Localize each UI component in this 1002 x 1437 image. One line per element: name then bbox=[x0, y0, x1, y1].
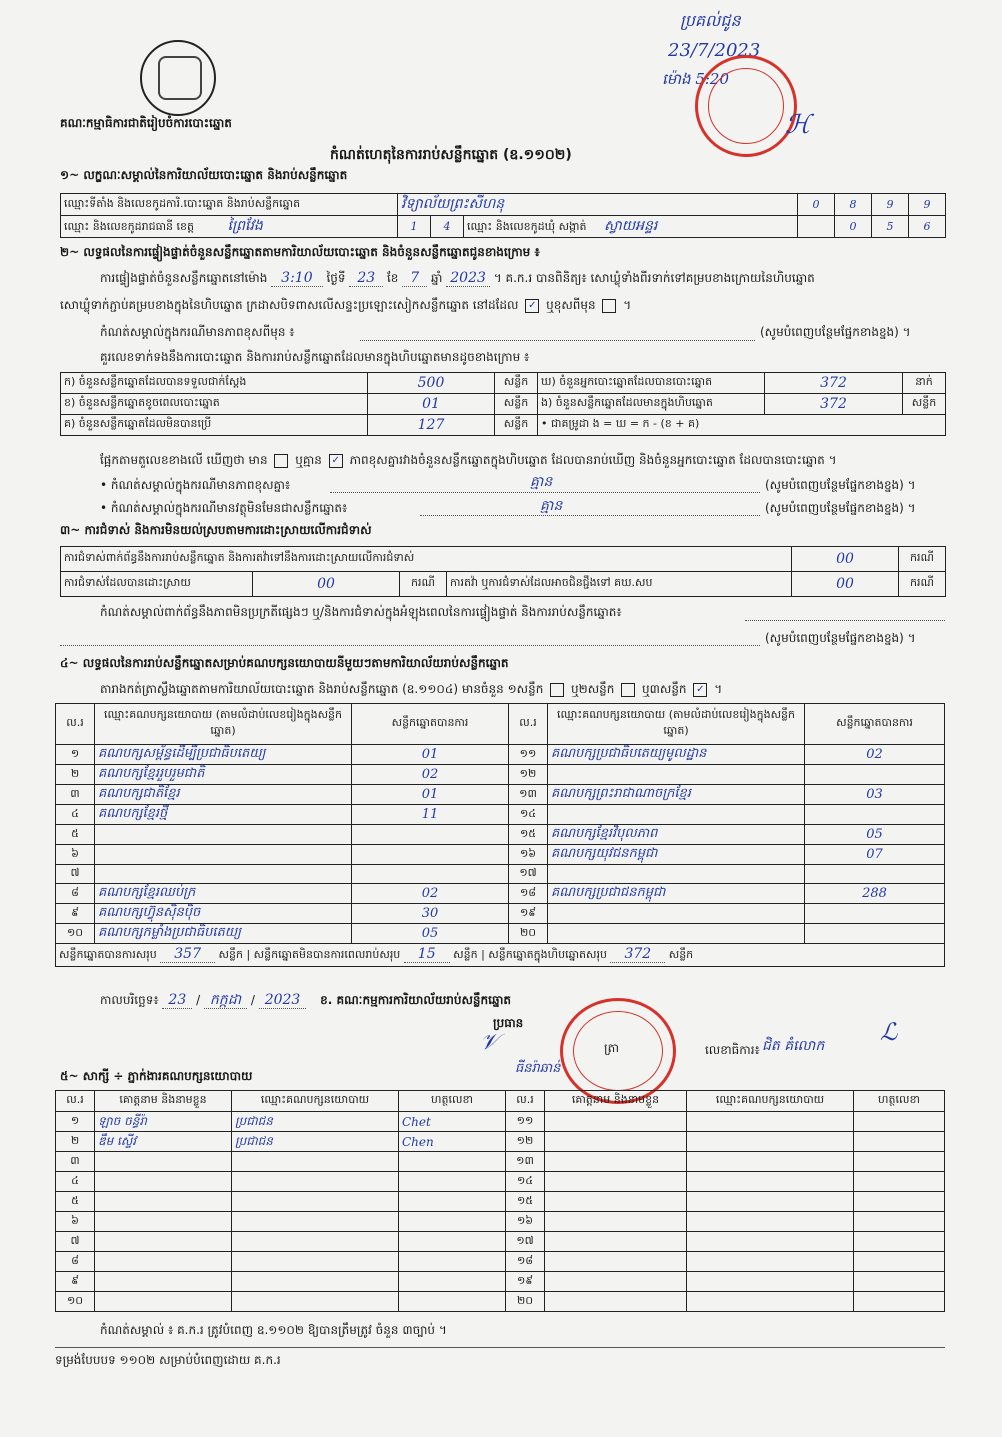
witness-row bbox=[56, 1292, 945, 1312]
witness-col-no-right: ល.រ bbox=[506, 1091, 545, 1112]
witness-name-left: ឌឹម ស្ទើវ bbox=[95, 1132, 232, 1152]
voters-value: 372 bbox=[765, 373, 903, 394]
party-votes-right: 288 bbox=[805, 884, 945, 904]
unused-ballots-value: 127 bbox=[368, 415, 495, 436]
party-number-right: ១៦ bbox=[509, 845, 548, 865]
witness-signature-left bbox=[399, 1212, 506, 1232]
witness-number-right: ១១ bbox=[506, 1112, 545, 1132]
witness-signature-right bbox=[854, 1192, 945, 1212]
party-name-left bbox=[95, 865, 352, 884]
appeal-value: 00 bbox=[792, 572, 899, 597]
commune-label: ឈ្មោះ និងលេខកូដឃុំ សង្កាត់ bbox=[467, 220, 587, 233]
col-no-left: ល.រ bbox=[56, 704, 95, 745]
party-name-left bbox=[95, 845, 352, 865]
witness-name-right bbox=[545, 1112, 687, 1132]
counts-intro: គួរលេខទាក់ទងនឹងការបោះឆ្នោត និងការរាប់សន្លឹកឆ្នោតដែលមានក្នុងហិបឆ្នោតមានដូចខាងក្រោម ៖ bbox=[100, 350, 530, 364]
resolved-objections-value: 00 bbox=[253, 572, 400, 597]
party-number-right: ១៣ bbox=[509, 785, 548, 805]
office-code-1: 0 bbox=[798, 194, 835, 216]
verification-line-1-rest: ។ គ.ក.រ បានពិនិត្យ៖ សោឃ្លុំទាំងពីរទាក់ទៅគម្របខាងក្រោយនៃហិបឆ្នោត bbox=[493, 271, 815, 285]
col-no-right: ល.រ bbox=[509, 704, 548, 745]
witness-row bbox=[56, 1272, 945, 1292]
witness-signature-left bbox=[399, 1152, 506, 1172]
verification-line-1 bbox=[100, 270, 815, 288]
secretary-name: ជិត គំលោក bbox=[762, 1038, 825, 1054]
witness-row bbox=[56, 1172, 945, 1192]
bullet-difference-hint: (សូមបំពេញបន្ថែមផ្នែកខាងខ្នង) ។ bbox=[765, 478, 916, 492]
witness-name-left bbox=[95, 1212, 232, 1232]
witness-name-left bbox=[95, 1192, 232, 1212]
witness-col-name-left: គោត្តនាម និងនាមខ្លួន bbox=[95, 1091, 232, 1112]
witness-signature-left bbox=[399, 1272, 506, 1292]
col-party-left: ឈ្មោះគណបក្សនយោបាយ (តាមលំដាប់លេខរៀងក្នុងសន្លឹកឆ្នោត) bbox=[95, 704, 352, 745]
witness-number-right: ១៩ bbox=[506, 1272, 545, 1292]
seal-unchanged-checkbox[interactable]: ✓ bbox=[525, 299, 539, 313]
party-number-right: ១៧ bbox=[509, 865, 548, 884]
section4-heading: ៤~ លទ្ធផលនៃការរាប់សន្លឹកឆ្នោតសម្រាប់គណបក្សនយោបាយនីមួយៗតាមការិយាល័យរាប់សន្លឹកឆ្នោត bbox=[60, 656, 509, 670]
party-votes-right: 03 bbox=[805, 785, 945, 805]
party-votes-right bbox=[805, 865, 945, 884]
witness-table bbox=[55, 1090, 945, 1312]
red-seal-stamp-committee bbox=[560, 998, 676, 1104]
witness-party-left bbox=[232, 1292, 399, 1312]
party-name-right: គណបក្សព្រះរាជាណាចក្រខ្មែរ bbox=[548, 785, 805, 805]
party-number-right: ១៤ bbox=[509, 805, 548, 825]
unused-ballots-label: គ) ចំនួនសន្លឹកឆ្នោតដែលមិនបានប្រើ bbox=[61, 415, 368, 436]
witness-signature-left bbox=[399, 1252, 506, 1272]
ballots-in-box-label: ង) ចំនួនសន្លឹកឆ្នោតដែលមានក្នុងហិបឆ្នោត bbox=[538, 394, 765, 415]
witness-signature-right bbox=[854, 1292, 945, 1312]
commune-value: ស្វាយអន្ទរ bbox=[604, 218, 658, 234]
witness-signature-left bbox=[399, 1172, 506, 1192]
party-number-left: ២ bbox=[56, 765, 95, 785]
verification-year-label: ឆ្នាំ bbox=[431, 271, 443, 285]
party-results-row bbox=[56, 825, 945, 845]
voters-label: ឃ) ចំនួនអ្នកបោះឆ្នោតដែលបានបោះឆ្នោត bbox=[538, 373, 765, 394]
tally-sheet-2-checkbox[interactable] bbox=[621, 683, 635, 697]
party-name-right: គណបក្សប្រជាជនកម្ពុជា bbox=[548, 884, 805, 904]
witness-party-right bbox=[687, 1292, 854, 1312]
difference-check-rest: ភាពខុសគ្នារវាងចំនួនសន្លឹកឆ្នោតក្នុងហិបឆ្នោត ដែលបានរាប់ឃើញ និងចំនួនអ្នកបោះឆ្នោត ដែលបានបោះឆ្នោត ។ bbox=[349, 453, 837, 467]
witness-row bbox=[56, 1112, 945, 1132]
party-results-row bbox=[56, 845, 945, 865]
party-number-left: ៤ bbox=[56, 805, 95, 825]
province-label: ឈ្មោះ និងលេខកូដរាជធានី ខេត្ត bbox=[64, 220, 194, 233]
form-title: កំណត់ហេតុនៃការរាប់សន្លឹកឆ្នោត (ឧ.១១០២) bbox=[330, 147, 572, 163]
party-name-left: គណបក្សខ្មែរឈប់ក្រ bbox=[95, 884, 352, 904]
date-line: កាលបរិច្ឆេទ៖ 23 / កក្កដា / 2023 ខ. គណៈកម្មការការិយាល័យរាប់សន្លឹកឆ្នោត bbox=[100, 992, 511, 1008]
difference-note-hint: (សូមបំពេញបន្ថែមផ្នែកខាងខ្នង) ។ bbox=[760, 325, 911, 339]
verification-time: 3:10 bbox=[271, 270, 322, 287]
col-votes-right: សន្លឹកឆ្នោតបានការ bbox=[805, 704, 945, 745]
witness-party-left: ប្រជាជន bbox=[232, 1112, 399, 1132]
witness-name-left bbox=[95, 1272, 232, 1292]
witness-signature-right bbox=[854, 1172, 945, 1192]
received-ballots-value: 500 bbox=[368, 373, 495, 394]
party-number-right: ២០ bbox=[509, 924, 548, 944]
seal-label: ត្រា bbox=[604, 1041, 619, 1055]
totals-row: សន្លឹកឆ្នោតបានការសរុប 357 សន្លឹក | សន្លឹកឆ្នោតមិនបានការពេលរាប់សរុប 15 សន្លឹក | សន្លឹកឆ្នោតក្នុងហិបឆ្នោតសរុប 372 សន្លឹក bbox=[56, 944, 945, 967]
party-results-row bbox=[56, 884, 945, 904]
witness-party-right bbox=[687, 1112, 854, 1132]
witness-name-right bbox=[545, 1172, 687, 1192]
received-label: ប្រគល់ជូន bbox=[680, 11, 741, 30]
party-votes-right bbox=[805, 765, 945, 785]
office-code-3: 9 bbox=[872, 194, 909, 216]
witness-signature-right bbox=[854, 1232, 945, 1252]
witness-number-right: ១៦ bbox=[506, 1212, 545, 1232]
party-name-right bbox=[548, 904, 805, 924]
witness-signature-left bbox=[399, 1232, 506, 1252]
verification-month: 7 bbox=[402, 270, 427, 287]
difference-note-label: កំណត់សម្គាល់ក្នុងករណីមានភាពខុសពីមុន ៖ bbox=[100, 325, 295, 339]
witness-name-left bbox=[95, 1152, 232, 1172]
secretary-signature: ℒ bbox=[880, 1018, 898, 1046]
date-label: កាលបរិច្ឆេទ៖ bbox=[100, 993, 159, 1007]
form-footer: ទម្រង់បែបបទ ១១០២ សម្រាប់បំពេញដោយ គ.ក.រ bbox=[55, 1353, 281, 1367]
witness-row bbox=[56, 1152, 945, 1172]
total-valid-label: សន្លឹកឆ្នោតបានការសរុប bbox=[59, 948, 157, 961]
party-results-row bbox=[56, 805, 945, 825]
party-name-left: គណបក្សសម្ព័ន្ធដើម្បីប្រជាធិបតេយ្យ bbox=[95, 745, 352, 765]
witness-number-right: ២០ bbox=[506, 1292, 545, 1312]
witness-party-left bbox=[232, 1252, 399, 1272]
formula: • ជាគម្រូដា ង = ឃ = ក - (ខ + គ) bbox=[538, 415, 946, 436]
section2-heading: ២~ លទ្ធផលនៃការផ្ទៀងផ្ទាត់ចំនួនសន្លឹកឆ្នោតតាមការិយាល័យបោះឆ្នោត និងចំនួនសន្លឹកឆ្នោតជូនខាងក្រោម ៖ bbox=[60, 245, 540, 259]
objections-label: ការជំទាស់ពាក់ព័ន្ធនឹងការរាប់សន្លឹកឆ្នោត និងការតវ៉ាទៅនឹងការដោះស្រាយលើការជំទាស់ bbox=[61, 547, 792, 572]
witness-signature-left bbox=[399, 1292, 506, 1312]
witness-number-left: ១០ bbox=[56, 1292, 95, 1312]
resolved-objections-unit: ករណី bbox=[400, 572, 447, 597]
province-code-2: 4 bbox=[431, 216, 464, 238]
total-invalid-value: 15 bbox=[404, 946, 450, 963]
party-votes-left: 30 bbox=[352, 904, 509, 924]
chair-label: ប្រធាន bbox=[493, 1016, 524, 1030]
section1-table bbox=[60, 193, 946, 238]
objections-unit: ករណី bbox=[899, 547, 946, 572]
witness-party-left bbox=[232, 1172, 399, 1192]
nec-logo bbox=[140, 40, 216, 116]
witness-signature-left: Chen bbox=[399, 1132, 506, 1152]
witness-row bbox=[56, 1132, 945, 1152]
red-seal-stamp-top bbox=[695, 55, 797, 157]
chair-name: ធីនរ៉ាឆាន់ bbox=[515, 1061, 561, 1076]
party-name-left bbox=[95, 825, 352, 845]
witness-signature-left: Chet bbox=[399, 1112, 506, 1132]
witness-party-left: ប្រជាជន bbox=[232, 1132, 399, 1152]
chair-signature: 𝒱 bbox=[480, 1030, 499, 1055]
party-name-right bbox=[548, 865, 805, 884]
bullet-foreign-hint: (សូមបំពេញបន្ថែមផ្នែកខាងខ្នង) ។ bbox=[765, 501, 916, 515]
counts-table bbox=[60, 372, 946, 436]
tally-sheet-line: តារាងកត់ត្រាស្លឹងឆ្នោតតាមការិយាល័យបោះឆ្នោត និងរាប់សន្លឹកឆ្នោត (ឧ.១១០៤) មានចំនួន ១សន្លឹក ឬ២សន្លឹក ឬ៣សន្លឹក ✓ ។ bbox=[100, 682, 723, 696]
verification-day: 23 bbox=[349, 270, 383, 287]
date-year: 2023 bbox=[259, 992, 307, 1009]
party-votes-left: 05 bbox=[352, 924, 509, 944]
party-results-table bbox=[55, 703, 945, 967]
party-votes-left: 02 bbox=[352, 884, 509, 904]
party-results-row bbox=[56, 785, 945, 805]
witness-number-left: ៧ bbox=[56, 1232, 95, 1252]
witness-party-left bbox=[232, 1212, 399, 1232]
commune-code-1: 0 bbox=[835, 216, 872, 238]
party-votes-right bbox=[805, 924, 945, 944]
tally-sheet-count-3-label: ឬ៣សន្លឹក bbox=[642, 682, 687, 696]
party-name-right: គណបក្សប្រជាធិបតេយ្យមូលដ្ឋាន bbox=[548, 745, 805, 765]
tally-sheet-1-checkbox[interactable] bbox=[550, 683, 564, 697]
witness-name-right bbox=[545, 1212, 687, 1232]
tally-sheet-3-checkbox[interactable]: ✓ bbox=[693, 683, 707, 697]
witness-number-left: ២ bbox=[56, 1132, 95, 1152]
witness-name-left: ឡាច ចន្ធីរ៉ា bbox=[95, 1112, 232, 1132]
party-votes-right: 02 bbox=[805, 745, 945, 765]
committee-label: ខ. គណៈកម្មការការិយាល័យរាប់សន្លឹកឆ្នោត bbox=[320, 993, 511, 1007]
witness-party-right bbox=[687, 1212, 854, 1232]
resolved-objections-label: ការជំទាស់ដែលបានដោះស្រាយ bbox=[61, 572, 253, 597]
witness-party-right bbox=[687, 1252, 854, 1272]
party-number-left: ១ bbox=[56, 745, 95, 765]
total-valid-unit: សន្លឹក bbox=[218, 948, 243, 961]
spoiled-ballots-value: 01 bbox=[368, 394, 495, 415]
witness-number-right: ១៧ bbox=[506, 1232, 545, 1252]
verification-day-label: ថ្ងៃទី bbox=[326, 271, 346, 285]
seal-changed-checkbox[interactable] bbox=[602, 299, 616, 313]
tally-sheet-count-1-label: តារាងកត់ត្រាស្លឹងឆ្នោតតាមការិយាល័យបោះឆ្នោត និងរាប់សន្លឹកឆ្នោត (ឧ.១១០៤) មានចំនួន ១សន្លឹក bbox=[100, 682, 544, 696]
difference-yes-label: ផ្អែកតាមតួលេខខាងលើ ឃើញថា មាន bbox=[100, 453, 268, 467]
party-name-left: គណបក្សខ្មែរថ្មី bbox=[95, 805, 352, 825]
bullet-difference-value: គ្មាន bbox=[530, 474, 553, 490]
party-number-left: ១០ bbox=[56, 924, 95, 944]
total-valid-value: 357 bbox=[160, 946, 215, 963]
party-number-left: ៥ bbox=[56, 825, 95, 845]
witness-row bbox=[56, 1252, 945, 1272]
party-number-left: ៣ bbox=[56, 785, 95, 805]
party-name-left: គណបក្សកម្លាំងប្រជាធិបតេយ្យ bbox=[95, 924, 352, 944]
witness-party-right bbox=[687, 1232, 854, 1252]
party-number-left: ៨ bbox=[56, 884, 95, 904]
ballots-in-box-value: 372 bbox=[765, 394, 903, 415]
witness-name-right bbox=[545, 1272, 687, 1292]
witness-number-right: ១៤ bbox=[506, 1172, 545, 1192]
date-month: កក្កដា bbox=[204, 992, 247, 1009]
total-box-label: សន្លឹកឆ្នោតក្នុងហិបឆ្នោតសរុប bbox=[488, 948, 607, 961]
total-invalid-unit: សន្លឹក bbox=[453, 948, 478, 961]
witness-party-left bbox=[232, 1152, 399, 1172]
party-name-left: គណបក្សខ្មែររួបរួមជាតិ bbox=[95, 765, 352, 785]
party-results-row bbox=[56, 924, 945, 944]
received-ballots-label: ក) ចំនួនសន្លឹកឆ្នោតដែលបានទទួលជាក់ស្តែង bbox=[61, 373, 368, 394]
col-votes-left: សន្លឹកឆ្នោតបានការ bbox=[352, 704, 509, 745]
spoiled-ballots-label: ខ) ចំនួនសន្លឹកឆ្នោតខូចពេលបោះឆ្នោត bbox=[61, 394, 368, 415]
witness-name-right bbox=[545, 1252, 687, 1272]
office-value: វិទ្យាល័យព្រះសីហនុ bbox=[398, 194, 798, 216]
party-votes-left bbox=[352, 845, 509, 865]
witness-name-left bbox=[95, 1252, 232, 1272]
party-votes-left: 01 bbox=[352, 745, 509, 765]
section3-heading: ៣~ ការជំទាស់ និងការមិនយល់ស្របតាមការដោះស្រាយលើការជំទាស់ bbox=[60, 523, 372, 537]
witness-name-right bbox=[545, 1232, 687, 1252]
total-invalid-label: សន្លឹកឆ្នោតមិនបានការពេលរាប់សរុប bbox=[253, 948, 401, 961]
witness-name-left bbox=[95, 1232, 232, 1252]
section5-heading: ៥~ សាក្សី ÷ ភ្នាក់ងារគណបក្សនយោបាយ bbox=[60, 1069, 253, 1083]
witness-number-right: ១២ bbox=[506, 1132, 545, 1152]
party-name-left: គណបក្សជាតិខ្មែរ bbox=[95, 785, 352, 805]
appeal-label: ការតវ៉ា ឬការជំទាស់ដែលអាចជិនជ្ជឹងទៅ គឃ.សប bbox=[447, 572, 792, 597]
witness-party-left bbox=[232, 1272, 399, 1292]
verification-year: 2023 bbox=[446, 270, 490, 287]
received-date: 23/7/2023 bbox=[668, 40, 761, 61]
witness-number-left: ៣ bbox=[56, 1152, 95, 1172]
witness-signature-right bbox=[854, 1112, 945, 1132]
witness-number-left: ៤ bbox=[56, 1172, 95, 1192]
witness-row bbox=[56, 1192, 945, 1212]
witness-party-right bbox=[687, 1132, 854, 1152]
bullet-foreign-label: • កំណត់សម្គាល់ក្នុងករណីមានវត្ថុមិនមែនជាសន្លឹកឆ្នោត៖ bbox=[100, 501, 348, 515]
witness-number-right: ១៨ bbox=[506, 1252, 545, 1272]
office-label: ឈ្មោះទីតាំង និងលេខកូដការិ.បោះឆ្នោត និងរាប់សន្លឹកឆ្នោត bbox=[61, 194, 398, 216]
witness-signature-right bbox=[854, 1272, 945, 1292]
objections-value: 00 bbox=[792, 547, 899, 572]
witness-number-right: ១៣ bbox=[506, 1152, 545, 1172]
difference-no-checkbox[interactable]: ✓ bbox=[329, 454, 343, 468]
party-number-left: ៩ bbox=[56, 904, 95, 924]
province-value: ព្រៃវែង bbox=[227, 218, 263, 234]
secretary-label: លេខាធិការ៖ bbox=[705, 1043, 760, 1057]
party-results-row bbox=[56, 904, 945, 924]
party-votes-right: 05 bbox=[805, 825, 945, 845]
witness-col-no-left: ល.រ bbox=[56, 1091, 95, 1112]
witness-row bbox=[56, 1232, 945, 1252]
office-code-4: 9 bbox=[909, 194, 946, 216]
party-number-right: ១៥ bbox=[509, 825, 548, 845]
witness-signature-right bbox=[854, 1252, 945, 1272]
irregularities-note: កំណត់សម្គាល់ពាក់ព័ន្ធនឹងភាពមិនប្រក្រតីផ្សេងៗ ឬ/និងការជំទាស់ក្នុងអំឡុងពេលនៃការផ្ទៀងផ្ទាត់ និងការរាប់សន្លឹកឆ្នោត៖ bbox=[100, 605, 622, 619]
party-number-right: ១៩ bbox=[509, 904, 548, 924]
party-name-right: គណបក្សខ្មែរវិបុលភាព bbox=[548, 825, 805, 845]
bullet-foreign-value: គ្មាន bbox=[540, 498, 563, 514]
province-code-1: 1 bbox=[398, 216, 431, 238]
witness-number-left: ៦ bbox=[56, 1212, 95, 1232]
ballots-in-box-unit: សន្លឹក bbox=[903, 394, 946, 415]
total-box-unit: សន្លឹក bbox=[668, 948, 694, 961]
witness-name-right bbox=[545, 1192, 687, 1212]
party-votes-left: 11 bbox=[352, 805, 509, 825]
witness-name-left bbox=[95, 1172, 232, 1192]
witness-signature-left bbox=[399, 1192, 506, 1212]
bullet-difference-label: • កំណត់សម្គាល់ក្នុងករណីមានភាពខុសគ្នា៖ bbox=[100, 478, 291, 492]
witness-signature-right bbox=[854, 1132, 945, 1152]
office-code-2: 8 bbox=[835, 194, 872, 216]
difference-no-label: ឬគ្មាន bbox=[295, 453, 322, 467]
witness-col-party-left: ឈ្មោះគណបក្សនយោបាយ bbox=[232, 1091, 399, 1112]
received-time: ម៉ោង 5:20 bbox=[662, 70, 730, 88]
appeal-unit: ករណី bbox=[899, 572, 946, 597]
verification-time-label: ការផ្ទៀងផ្ទាត់ចំនួនសន្លឹកឆ្នោតនៅម៉ោង bbox=[100, 271, 268, 285]
party-votes-right: 07 bbox=[805, 845, 945, 865]
party-votes-left bbox=[352, 865, 509, 884]
section1-heading: ១~ លក្ខណៈសម្គាល់នៃការិយាល័យបោះឆ្នោត និងរាប់សន្លឹកឆ្នោត bbox=[60, 168, 348, 182]
party-votes-left: 02 bbox=[352, 765, 509, 785]
witness-number-left: ៨ bbox=[56, 1252, 95, 1272]
witness-party-right bbox=[687, 1152, 854, 1172]
party-name-left: គណបក្សហ៊្វុនស៊ិនប៉ិច bbox=[95, 904, 352, 924]
party-results-row bbox=[56, 865, 945, 884]
commune-code-3: 6 bbox=[909, 216, 946, 238]
witness-number-left: ៩ bbox=[56, 1272, 95, 1292]
party-votes-left bbox=[352, 825, 509, 845]
party-number-right: ១២ bbox=[509, 765, 548, 785]
witness-name-right bbox=[545, 1152, 687, 1172]
unused-ballots-unit: សន្លឹក bbox=[495, 415, 538, 436]
party-name-right bbox=[548, 805, 805, 825]
party-results-row bbox=[56, 745, 945, 765]
difference-yes-checkbox[interactable] bbox=[274, 454, 288, 468]
verification-line-2: សោឃ្លុំទាក់ភ្ជាប់គម្របខាងក្នុងនៃហិបឆ្នោត ក្រដាសបិទពាសលើសន្ទះប្រឡោះសៀកសន្លឹកឆ្នោត នៅដដែល ✓ ឬខុសពីមុន ។ bbox=[60, 298, 632, 312]
seal-unchanged-label: សោឃ្លុំទាក់ភ្ជាប់គម្របខាងក្នុងនៃហិបឆ្នោត ក្រដាសបិទពាសលើសន្ទះប្រឡោះសៀកសន្លឹកឆ្នោត នៅដដែល bbox=[60, 298, 519, 312]
witness-row bbox=[56, 1212, 945, 1232]
party-name-right: គណបក្សយុវជនកម្ពុជា bbox=[548, 845, 805, 865]
tally-sheet-count-2-label: ឬ២សន្លឹក bbox=[571, 682, 615, 696]
witness-party-right bbox=[687, 1172, 854, 1192]
difference-check-line bbox=[100, 452, 837, 470]
party-number-left: ៧ bbox=[56, 865, 95, 884]
party-name-right bbox=[548, 924, 805, 944]
witness-name-right bbox=[545, 1132, 687, 1152]
witness-party-right bbox=[687, 1272, 854, 1292]
witness-name-left bbox=[95, 1292, 232, 1312]
organization-name: គណៈកម្មាធិការជាតិរៀបចំការបោះឆ្នោត bbox=[60, 116, 232, 130]
party-results-row bbox=[56, 765, 945, 785]
objections-table bbox=[60, 546, 946, 597]
witness-party-right bbox=[687, 1192, 854, 1212]
party-votes-right bbox=[805, 805, 945, 825]
spoiled-ballots-unit: សន្លឹក bbox=[495, 394, 538, 415]
witness-number-right: ១៥ bbox=[506, 1192, 545, 1212]
witness-signature-right bbox=[854, 1212, 945, 1232]
date-day: 23 bbox=[162, 992, 192, 1009]
party-number-right: ១១ bbox=[509, 745, 548, 765]
party-votes-right bbox=[805, 904, 945, 924]
received-ballots-unit: សន្លឹក bbox=[495, 373, 538, 394]
witness-number-left: ១ bbox=[56, 1112, 95, 1132]
witness-party-left bbox=[232, 1232, 399, 1252]
witness-signature-right bbox=[854, 1152, 945, 1172]
irregularities-hint: (សូមបំពេញបន្ថែមផ្នែកខាងខ្នង) ។ bbox=[765, 631, 916, 645]
party-votes-left: 01 bbox=[352, 785, 509, 805]
party-number-left: ៦ bbox=[56, 845, 95, 865]
commune-code-2: 5 bbox=[872, 216, 909, 238]
total-box-value: 372 bbox=[610, 946, 665, 963]
witness-col-sign-left: ហត្ថលេខា bbox=[399, 1091, 506, 1112]
party-name-right bbox=[548, 765, 805, 785]
witness-name-right bbox=[545, 1292, 687, 1312]
voters-unit: នាក់ bbox=[903, 373, 946, 394]
col-party-right: ឈ្មោះគណបក្សនយោបាយ (តាមលំដាប់លេខរៀងក្នុងសន្លឹកឆ្នោត) bbox=[548, 704, 805, 745]
signature-top: ℋ bbox=[785, 110, 811, 140]
verification-month-label: ខែ bbox=[386, 271, 399, 285]
witness-number-left: ៥ bbox=[56, 1192, 95, 1212]
party-number-right: ១៨ bbox=[509, 884, 548, 904]
witness-party-left bbox=[232, 1192, 399, 1212]
footnote: កំណត់សម្គាល់ ៖ គ.ក.រ ត្រូវបំពេញ ឧ.១១០២ ឱ្យបានត្រឹមត្រូវ ចំនួន ៣ច្បាប់ ។ bbox=[100, 1323, 447, 1337]
witness-col-sign-right: ហត្ថលេខា bbox=[854, 1091, 945, 1112]
witness-col-party-right: ឈ្មោះគណបក្សនយោបាយ bbox=[687, 1091, 854, 1112]
witness-col-name-right: គោត្តនាម និងនាមខ្លួន bbox=[545, 1091, 687, 1112]
seal-changed-label: ឬខុសពីមុន bbox=[546, 298, 596, 312]
